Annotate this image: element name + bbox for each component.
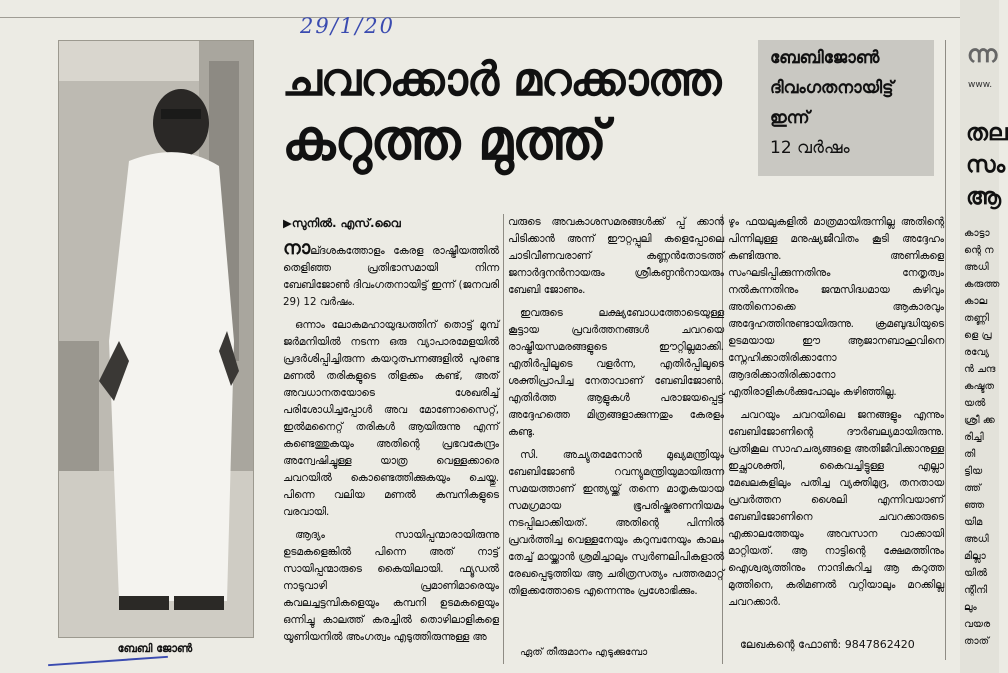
- paragraph: ഒന്നാം ലോകമഹായുദ്ധത്തിന് തൊട്ട് മുമ്പ് ജർമനിയിൽ നടന്ന ഒരു വ്യാപാരമേളയിൽ പ്രദർശിപ്പിച്ചിരുന്ന കയറുത്പന്നങ്ങളിൽ പുരണ്ട മണൽ തരികളുടെ തിളക്കം കണ്ട്, അത് അവധാനതയോടെ ശേഖരിച്ച് പരിശോധിച്ചപ്പോൾ അവ മോണോസൈറ്റ്, ഇൽമനൈറ്റ് തരികൾ ആയിരുന്നു എന്ന് കണ്ടെത്തുകയും അതിന്റെ പ്രഭവകേന്ദ്രം അന്വേഷിച്ചുള്ള യാത്ര വെള്ളക്കാരെ ചവറയിൽ കൊണ്ടെത്തിക്കുകയും ചെയ്തു. പിന്നെ വലിയ മണൽ കമ്പനികളുടെ വരവായി.: [283, 319, 499, 518]
- paragraph: ഇവരുടെ ലക്ഷ്യബോധത്തോടെയുള്ള കൂട്ടായ പ്രവർത്തനങ്ങൾ ചവറയെ രാഷ്ട്രീയസമരങ്ങളുടെ ഈറ്റില്ലമാക്കി. എതിർപ്പിലൂടെ വളർന്ന, എതിർപ്പിലൂടെ ശക്തിപ്രാപിച്ച നേതാവാണ് ബേബിജോൺ. എതിർത്ത ആളുകൾ പരാജയപ്പെട്ട് അദ്ദേഹത്തെ മിത്രങ്ങളാക്കുന്നതും കേരളം കണ്ടു.: [508, 307, 724, 438]
- adjacent-text-line: യൽ: [964, 398, 986, 409]
- sidebox-line-3: ഇന്ന്: [770, 108, 810, 128]
- adjacent-text-line: താത്: [964, 636, 990, 647]
- adjacent-text-line: രിച്ചി: [964, 432, 984, 443]
- adjacent-text-line: അധി: [964, 534, 989, 545]
- paragraph: വരുടെ അവകാശസമരങ്ങൾക്ക് പ്പ് ക്കാൻ പിടിക്കാൻ അന്ന് ഈറ്റപ്പുലി കളെപ്പോലെ ചാടിവീണവരാണ് കണ്ണൻതോടത്ത് ജനാർദ്ദനൻനായരും ശ്രീകണ്ഠൻനായരും ബേബി ജോണും.: [508, 216, 724, 296]
- adjacent-text-line: ഞ്ഞ: [964, 500, 985, 511]
- portrait-illustration: [59, 41, 253, 637]
- adjacent-text-line: ന്റെ ന: [964, 245, 994, 256]
- adjacent-text-line: ശ്രീ ക്ക: [964, 415, 995, 426]
- side-info-box: [758, 40, 934, 176]
- article-column-3: [728, 214, 944, 634]
- adjacent-headline-1: തല: [966, 120, 1008, 146]
- byline: ▶സുനിൽ. എസ്.വൈ: [283, 216, 401, 230]
- sidebox-line-2: ദിവംഗതനായിട്ട്: [770, 78, 894, 98]
- adjacent-text-line: വയര: [964, 619, 991, 630]
- article-column-1: [283, 237, 499, 652]
- adjacent-text-line: യിമ: [964, 517, 983, 528]
- adjacent-text-line: കാട്ടാ: [964, 228, 990, 239]
- adjacent-headline-2: സം: [966, 152, 1006, 178]
- adjacent-headline-3: ആ: [966, 184, 1002, 210]
- adjacent-text-line: മില്ലാ: [964, 551, 986, 562]
- handwritten-date: 29/1/20: [300, 14, 395, 38]
- column-rule: [945, 40, 946, 660]
- headline-line-2: കറുത്ത മുത്ത്: [282, 108, 606, 173]
- adjacent-text-line: രവ്യേ: [964, 347, 990, 358]
- adjacent-text-line: യിൽ: [964, 568, 988, 579]
- drop-cap: നാ: [283, 237, 311, 259]
- paragraph: [283, 237, 499, 311]
- author-phone: ലേഖകന്റെ ഫോൺ: 9847862420: [740, 638, 915, 651]
- adjacent-text-line: കരുത്ത: [964, 279, 1000, 290]
- caption-pen-mark: [48, 656, 168, 666]
- sidebox-line-1: ബേബിജോൺ: [770, 48, 880, 68]
- portrait-photo: [58, 40, 254, 638]
- adjacent-text-line: അധി: [964, 262, 989, 273]
- adjacent-text-line: തി: [964, 449, 976, 460]
- adjacent-text-line: ൻ ചന്ദ: [964, 364, 996, 375]
- adjacent-text-line: ന്റിനി: [964, 585, 988, 596]
- paragraph-text: ല്ദശകത്തോളം കേരള രാഷ്ട്രീയത്തിൽ തെളിഞ്ഞ പ്രതിഭാസമായി നിന്ന ബേബിജോൺ ദിവംഗതനായിട്ട് ഇന്ന് (ജനവരി 29) 12 വർഷം.: [283, 245, 499, 308]
- paragraph: സി. അച്യുതമേനോൻ മുഖ്യമന്ത്രിയും ബേബിജോൺ റവന്യുമന്ത്രിയുമായിരുന്ന സമയത്താണ് ഇന്ത്യയ്ക്ക് തന്നെ മാതൃകയായ സമഗ്രമായ ഭൂപരിഷ്കരണനിയമം നടപ്പിലാക്കിയത്. അതിന്റെ പിന്നിൽ പ്രവർത്തിച്ച വെള്ളനേയും കറുമ്പനേയും കാലം തേച്ച് മായ്ക്കാൻ ശ്രമിച്ചാലും സ്വർണലിപികളാൽ രേഖപ്പെടുത്തിയ ആ ചരിത്രസത്യം പത്തരമാറ്റ് തിളക്കത്തോടെ എന്നെന്നും പ്രശോഭിക്കും.: [508, 449, 724, 597]
- top-rule: [0, 17, 999, 18]
- adjacent-text-line: ട്ടിയ: [964, 466, 983, 477]
- adjacent-text-line: ളെ പ്ര: [964, 330, 992, 341]
- adjacent-text-line: തണ്ണി: [964, 313, 989, 324]
- paragraph: ആദ്യം സായിപ്പന്മാരായിരുന്നു ഉടമകളെങ്കിൽ പിന്നെ അത് നാട്ട് സായിപ്പന്മാരുടെ കൈയിലായി. ഫ്യൂഡൽ നാടുവാഴി പ്രമാണിമാരെയും കവലച്ചട്ടമ്പികളെയും കമ്പനി ഉടമകളെയും ഒന്നിച്ചു കാലത്ത് കരച്ചിൽ തൊഴിലാളികളെ യൂണിയനിൽ അംഗത്വം എടുത്തിരുന്നുള്ള അ: [283, 529, 499, 643]
- article-column-2: [508, 214, 724, 654]
- headline-line-1: ചവറക്കാർ മറക്കാത്ത: [282, 52, 721, 106]
- adjacent-text-line: കഷ്ടത: [964, 381, 995, 392]
- adjacent-text-line: കാല: [964, 296, 988, 307]
- paragraph-continuation: ഏത് തീരുമാനം എടുക്കുമ്പോ: [520, 647, 648, 658]
- adjacent-text-line: ത്ത്: [964, 483, 981, 494]
- paragraph: ചവറയും ചവറയിലെ ജനങ്ങളും എന്നും ബേബിജോണിന്റെ ദൗർബല്യമായിരുന്നു. പ്രതികൂല സാഹചര്യങ്ങളെ അതിജീവിക്കാനുള്ള ഇച്ഛാശക്തി, കൈവച്ചിട്ടുള്ള എല്ലാ മേഖലകളിലും പതിച്ച വ്യക്തിമുദ്ര, തനതായ പ്രവർത്തന ശൈലി എന്നിവയാണ് ബേബിജോണിനെ ചവറക്കാരുടെ എക്കാലത്തേയും അവസാന വാക്കായി മാറ്റിയത്. ആ നാട്ടിന്റെ ക്ഷേമത്തിനും ഐശ്വര്യത്തിനും നാന്ദികുറിച്ച ആ കറുത്ത മുത്തിനെ, കരിമണൽ വറ്റിയാലും മറക്കില്ല ചവറക്കാർ.: [728, 409, 944, 608]
- adjacent-text-line: ലും: [964, 602, 977, 613]
- adjacent-url: www.: [968, 80, 993, 90]
- photo-caption: ബേബി ജോൺ: [117, 642, 193, 655]
- adjacent-logo: ന്ന: [967, 40, 998, 68]
- sidebox-line-4: 12 വർഷം: [770, 138, 850, 158]
- column-rule: [503, 214, 504, 664]
- paragraph: ഴും ഫയലുകളിൽ മാത്രമായിരുന്നില്ല അതിന്റെ പിന്നിലുള്ള മനുഷ്യജീവിതം കൂടി അദ്ദേഹം കണ്ടിരുന്നു. അണികളെ സംഘടിപ്പിക്കുന്നതിനും നേതൃത്വം നൽകുന്നതിനും ജന്മസിദ്ധമായ കഴിവും അതിനൊക്കെ ആകാരവും അദ്ദേഹത്തിനുണ്ടായിരുന്നു. ക്രമബുദ്ധിയുടെ ഉടമയായ ഈ ആജാനബാഹുവിനെ സ്നേഹിക്കാതിരിക്കാനോ ആദരിക്കാതിരിക്കാനോ എതിരാളികൾക്കുപോലും കഴിഞ്ഞില്ല.: [728, 216, 944, 398]
